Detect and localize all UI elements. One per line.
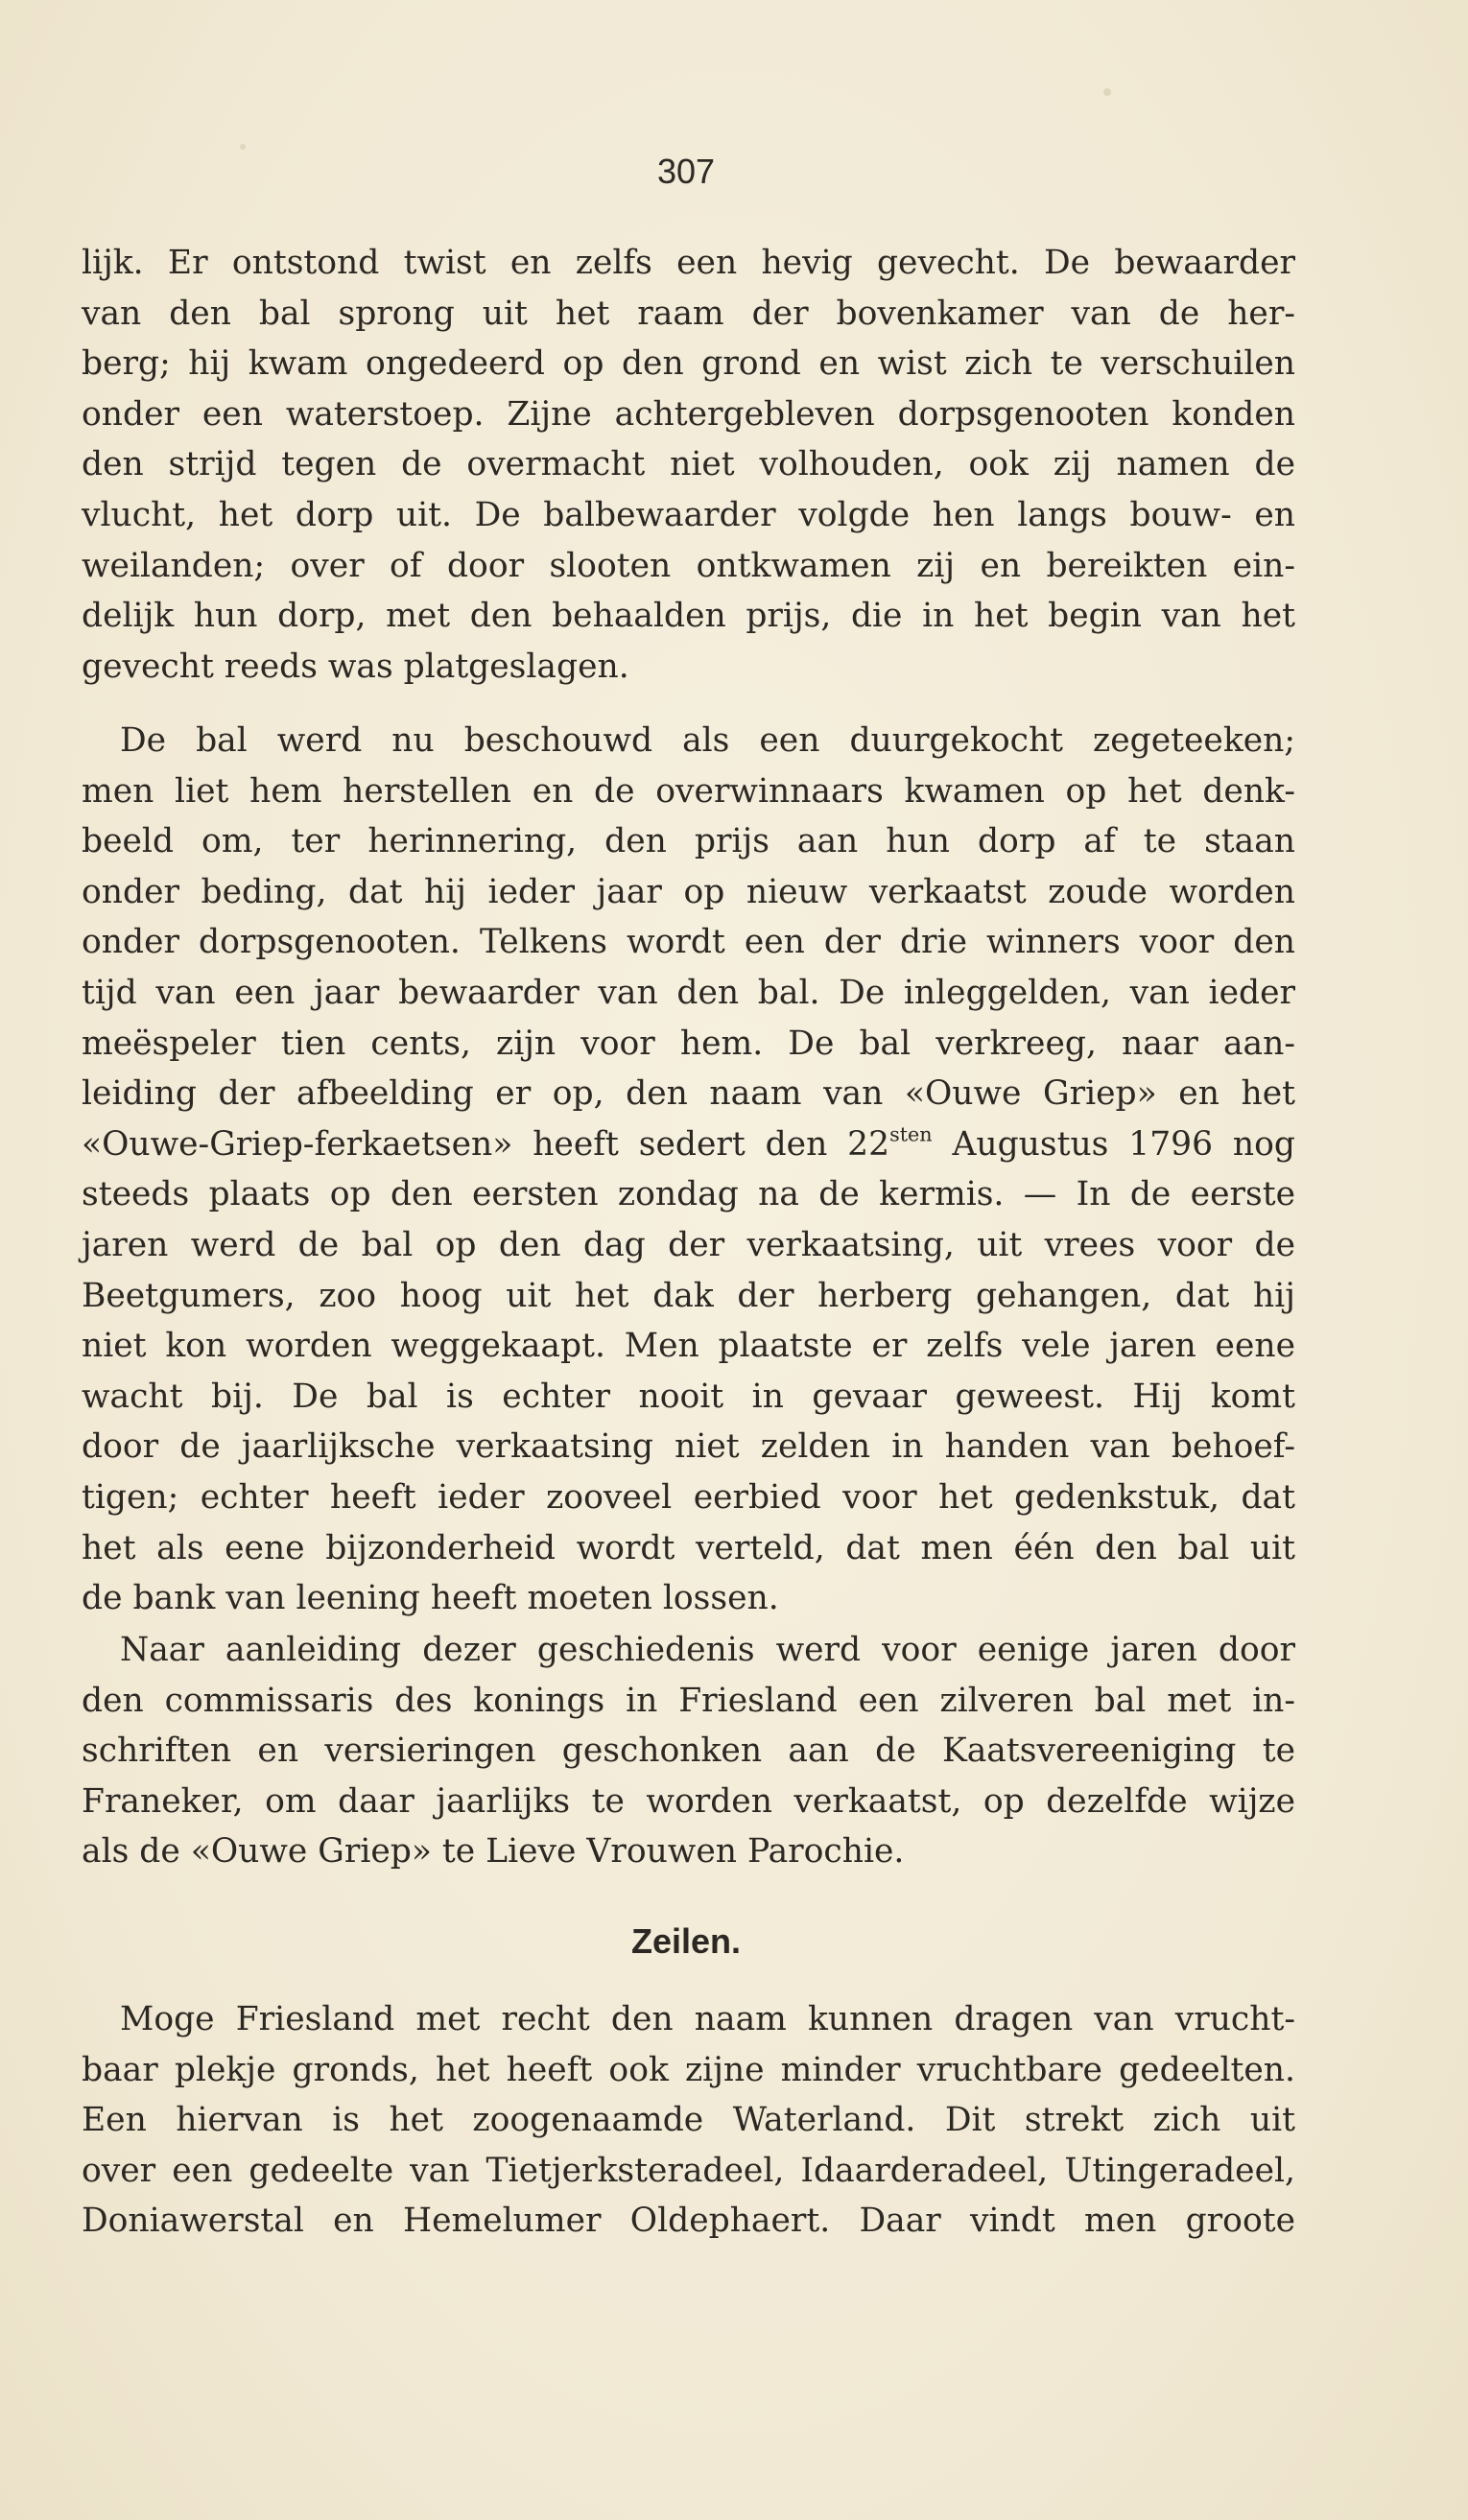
text-line: Beetgumers, zoo hoog uit het dak der herberg gehangen, dat hij xyxy=(82,1276,1295,1315)
text-line: over een gedeelte van Tietjerksteradeel, Idaarderadeel, Utingeradeel, xyxy=(82,2151,1295,2190)
text-line: beeld om, ter herinnering, den prijs aan hun dorp af te staan xyxy=(82,822,1295,861)
paragraph-1 xyxy=(82,238,1295,692)
page-number: 307 xyxy=(656,152,716,191)
text-line: lijk. Er ontstond twist en zelfs een hevig gevecht. De bewaarder xyxy=(82,244,1295,282)
text-line: vlucht, het dorp uit. De balbewaarder volgde hen langs bouw- en xyxy=(82,495,1295,534)
text-line: men liet hem herstellen en de overwinnaars kwamen op het denk- xyxy=(82,771,1295,811)
text-line: leiding der afbeelding er op, den naam van «Ouwe Griep» en het xyxy=(82,1074,1295,1114)
text-line: de bank van leening heeft moeten lossen. xyxy=(82,1579,779,1618)
text-line: Naar aanleiding dezer geschiedenis werd voor eenige jaren door xyxy=(120,1631,1295,1669)
text-line: van den bal sprong uit het raam der bovenkamer van de her- xyxy=(82,294,1295,333)
paragraph-3 xyxy=(82,1625,1295,1877)
text-line: Franeker, om daar jaarlijks te worden verkaatst, op dezelfde wijze xyxy=(82,1781,1295,1821)
paper-spot xyxy=(1103,88,1111,96)
text-line: door de jaarlijksche verkaatsing niet zelden in handen van behoef- xyxy=(82,1427,1295,1467)
section-heading: Zeilen. xyxy=(630,1921,742,1961)
text-line: Een hiervan is het zoogenaamde Waterland. Dit strekt zich uit xyxy=(82,2101,1295,2140)
text-line: den commissaris des konings in Friesland een zilveren bal met in- xyxy=(82,1681,1295,1720)
line-tail: Augustus 1796 nog xyxy=(932,1124,1295,1164)
text-line: wacht bij. De bal is echter nooit in gevaar geweest. Hij komt xyxy=(82,1377,1295,1416)
text-line: gevecht reeds was platgeslagen. xyxy=(82,647,629,686)
text-line: onder een waterstoep. Zijne achtergebleven dorpsgenooten konden xyxy=(82,394,1295,434)
paper-spot xyxy=(240,144,246,150)
text-line: tigen; echter heeft ieder zooveel eerbied voor het gedenkstuk, dat xyxy=(82,1477,1295,1517)
text-line: Doniawerstal en Hemelumer Oldephaert. Daar vindt men groote xyxy=(82,2202,1295,2241)
text-line: meëspeler tien cents, zijn voor hem. De bal verkreeg, naar aan- xyxy=(82,1024,1295,1063)
text-line: den strijd tegen de overmacht niet volhouden, ook zij namen de xyxy=(82,445,1295,484)
superscript: sten xyxy=(889,1122,933,1146)
text-line: jaren werd de bal op den dag der verkaatsing, uit vrees voor de xyxy=(82,1225,1295,1264)
text-line: baar plekje gronds, het heeft ook zijne minder vruchtbare gedeelten. xyxy=(82,2050,1295,2089)
text-line-with-superscript xyxy=(82,1119,1295,1170)
text-line: Moge Friesland met recht den naam kunnen dragen van vrucht- xyxy=(120,2000,1295,2038)
text-line: het als eene bijzonderheid wordt verteld, dat men één den bal uit xyxy=(82,1528,1295,1567)
text-line: tijd van een jaar bewaarder van den bal. De inleggelden, van ieder xyxy=(82,973,1295,1012)
text-line: steeds plaats op den eersten zondag na de kermis. — In de eerste xyxy=(82,1175,1295,1214)
text-line: delijk hun dorp, met den behaalden prijs, die in het begin van het xyxy=(82,597,1295,636)
text-line: onder dorpsgenooten. Telkens wordt een der drie winners voor den xyxy=(82,923,1295,962)
text-line: De bal werd nu beschouwd als een duurgekocht zegeteeken; xyxy=(120,721,1295,760)
text-line: onder beding, dat hij ieder jaar op nieuw verkaatst zoude worden xyxy=(82,872,1295,911)
text-line: als de «Ouwe Griep» te Lieve Vrouwen Parochie. xyxy=(82,1832,905,1872)
paragraph-2 xyxy=(82,716,1295,1624)
text-line: schriften en versieringen geschonken aan de Kaatsvereeniging te xyxy=(82,1731,1295,1771)
text-line: weilanden; over of door slooten ontkwamen zij en bereikten ein- xyxy=(82,546,1295,585)
section-paragraph xyxy=(82,1994,1295,2247)
line-head: «Ouwe-Griep-ferkaetsen» heeft sedert den 22 xyxy=(82,1124,890,1164)
text-line: berg; hij kwam ongedeerd op den grond en wist zich te verschuilen xyxy=(82,344,1295,384)
text-line: niet kon worden weggekaapt. Men plaatste er zelfs vele jaren eene xyxy=(82,1327,1295,1366)
